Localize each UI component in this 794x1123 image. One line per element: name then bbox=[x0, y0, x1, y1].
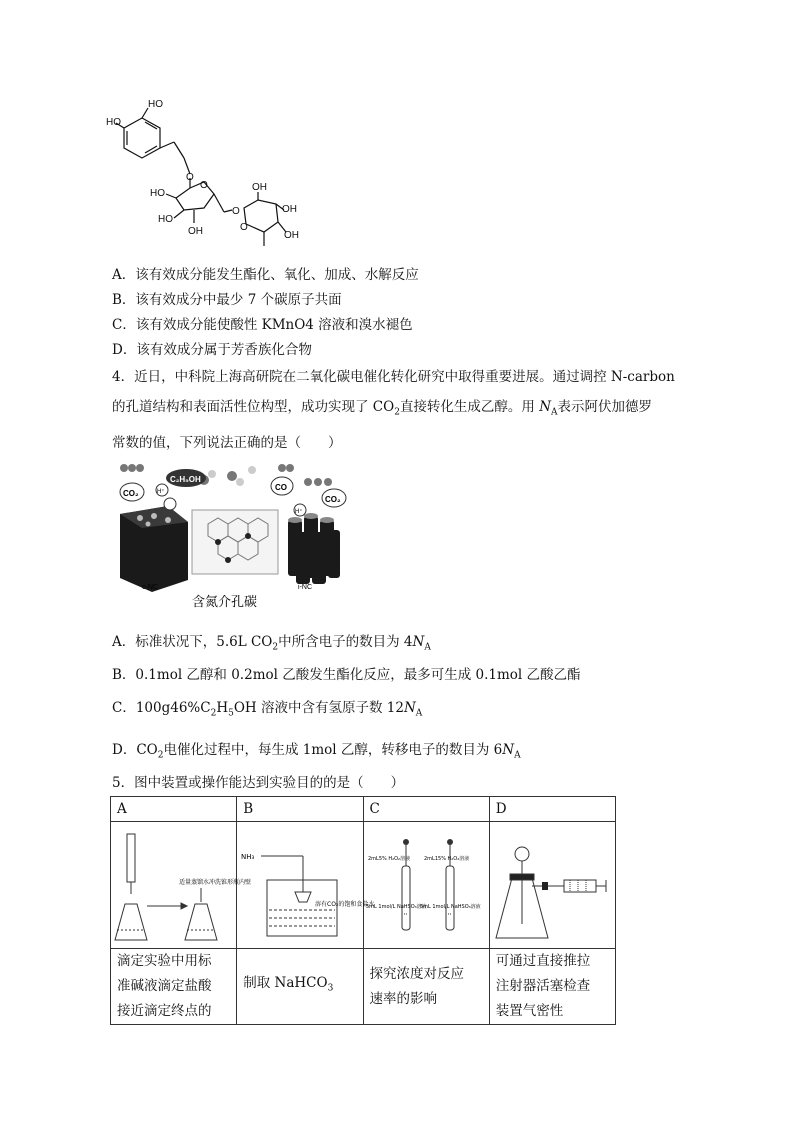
q4-option-b: B．0.1mol 乙醇和 0.2mol 乙酸发生酯化反应，最多可生成 0.1mol 乙酸乙酯 bbox=[112, 667, 581, 683]
nitrogen-carbon-figure bbox=[112, 462, 360, 612]
desc-b: 制取 NaHCO$_3$ bbox=[237, 949, 363, 1025]
fig-caption: 含氮介孔碳 bbox=[192, 595, 258, 610]
mol-label: O bbox=[240, 222, 248, 233]
mol-label: O bbox=[186, 172, 194, 183]
q3-option-b: B．该有效成分中最少 7 个碳原子共面 bbox=[112, 292, 342, 308]
mol-label: OH bbox=[252, 182, 267, 193]
q5-stem: 5．图中装置或操作能达到实验目的的是（ ） bbox=[112, 775, 405, 791]
table-header-a: A bbox=[111, 797, 237, 822]
q3-option-c: C．该有效成分能使酸性 KMnO4 溶液和溴水褪色 bbox=[112, 317, 413, 333]
fig-label-cnc: c-NC bbox=[142, 584, 158, 591]
fig-label-h-plus: H⁺ bbox=[157, 489, 165, 495]
desc-d: 可通过直接推拉 注射器活塞检查 装置气密性 bbox=[489, 949, 615, 1025]
table-header-c: C bbox=[363, 797, 489, 822]
q4-stem: 4．近日，中科院上海高研院在二氧化碳电催化转化研究中取得重要进展。通过调控 N-carbon 的孔道结构和表面活性位构型，成功实现了 $CO_2$直接转化生成乙醇。用 $N_A$表示阿伏加德罗 常数的值，下列说法正确的是（ ） bbox=[112, 369, 675, 451]
desc-a: 滴定实验中用标 准碱液滴定盐酸 接近滴定终点的 bbox=[111, 949, 237, 1025]
apparatus-c-top-right: 2mL15% H₂O₂溶液 bbox=[423, 856, 469, 862]
apparatus-d bbox=[489, 822, 615, 949]
table-header-b: B bbox=[237, 797, 363, 822]
q5-options-table bbox=[110, 796, 616, 1025]
fig-label-co2-left: CO₂ bbox=[123, 489, 139, 498]
fig-label-c2h5oh: C₂H₅OH bbox=[170, 475, 201, 484]
mol-label: HO bbox=[150, 188, 165, 199]
fig-label-h-right: H⁺ bbox=[295, 509, 303, 515]
apparatus-b bbox=[237, 822, 375, 949]
mol-label: O bbox=[232, 206, 240, 217]
fig-label-inc: i-NC bbox=[298, 584, 312, 591]
table-header-d: D bbox=[489, 797, 615, 822]
apparatus-c-bot-right: 5mL 1mol/L NaHSO₃溶液 bbox=[419, 904, 481, 910]
apparatus-b-nh3: NH₃ bbox=[241, 853, 255, 861]
mol-label: OH bbox=[188, 226, 203, 237]
q3-option-a: A．该有效成分能发生酯化、氧化、加成、水解反应 bbox=[112, 267, 419, 283]
apparatus-c bbox=[363, 822, 489, 949]
apparatus-a-note: 适量蒸馏水冲洗锥形瓶内壁 bbox=[179, 879, 252, 886]
mol-label: OH bbox=[282, 204, 297, 215]
apparatus-c-bot-left: 5mL 1mol/L NaHSO₃溶液 bbox=[365, 904, 427, 910]
apparatus-c-top-left: 2mL5% H₂O₂溶液 bbox=[367, 856, 410, 862]
q4-option-d: D．$CO_2$电催化过程中，每生成 1mol 乙醇，转移电子的数目为 $6N_A$ bbox=[112, 742, 521, 761]
molecule-structure bbox=[106, 98, 302, 253]
desc-c: 探究浓度对反应 速率的影响 bbox=[363, 949, 489, 1025]
mol-label: HO bbox=[148, 99, 163, 110]
apparatus-b-note: 溶有CO₂的饱和食盐水 bbox=[315, 901, 375, 908]
q4-option-a: A．标准状况下，5.6L $CO_2$中所含电子的数目为 $4N_A$ bbox=[112, 634, 431, 653]
q3-option-d: D．该有效成分属于芳香族化合物 bbox=[112, 342, 312, 358]
mol-label: O bbox=[200, 180, 208, 191]
mol-label: HO bbox=[106, 117, 121, 128]
fig-label-co2-right: CO₂ bbox=[325, 495, 341, 504]
fig-label-co: CO bbox=[275, 483, 287, 492]
q4-option-c: C．$100g46\%C_2H_5OH$ 溶液中含有氢原子数 $12N_A$ bbox=[112, 700, 423, 719]
mol-label: OH bbox=[284, 230, 299, 241]
mol-label: HO bbox=[158, 214, 173, 225]
